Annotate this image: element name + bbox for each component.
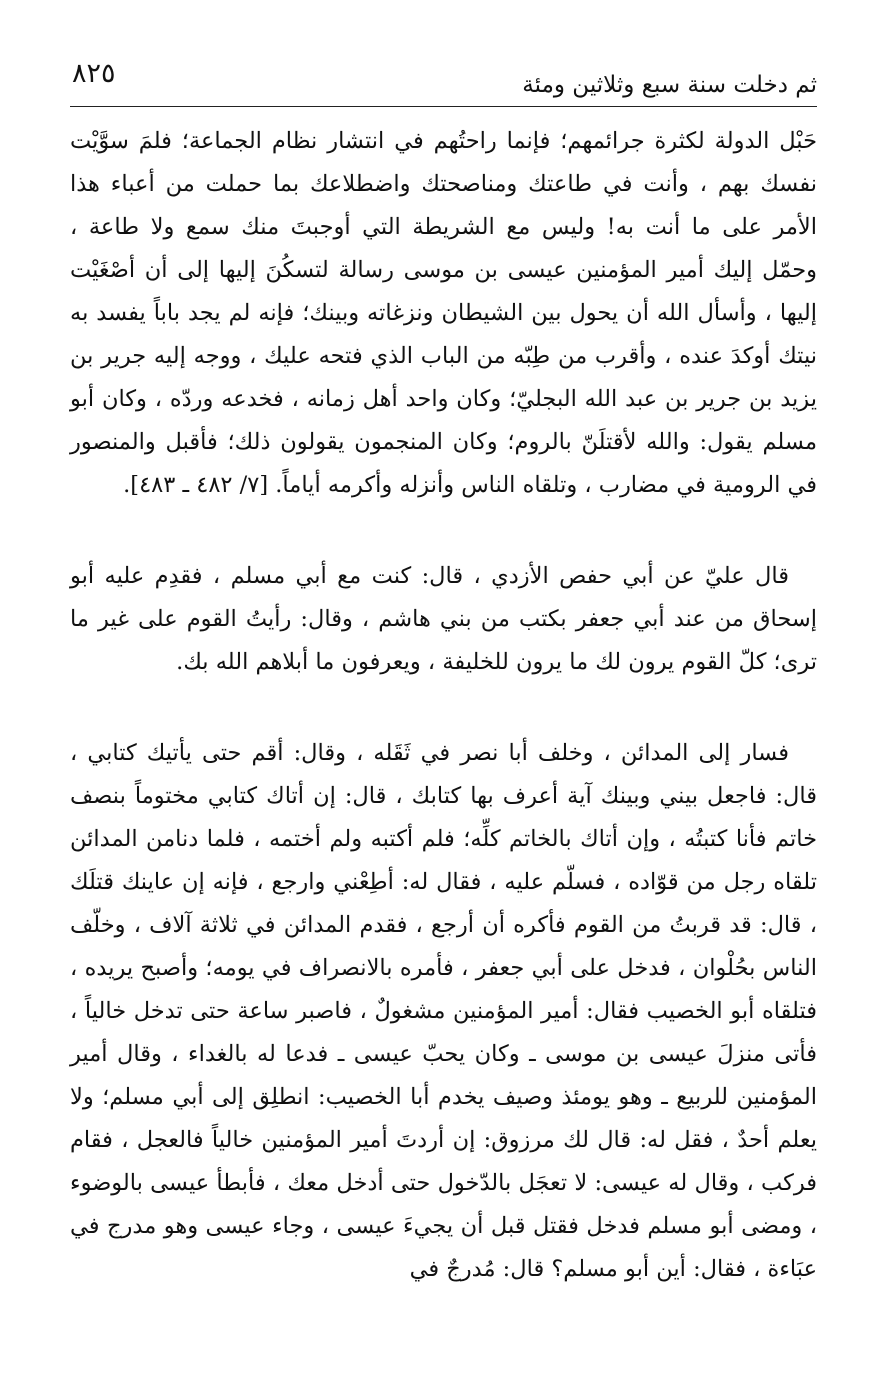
paragraph-3: فسار إلى المدائن ، وخلف أبا نصر في ثَقَله ، وقال: أقم حتى يأتيك كتابي ، قال: فاجعل بيني وبينك آية أعرف بها كتابك ، قال: إن أتاك كتابي مختوماً بنصف خاتم فأنا كتبتُه ، وإن أتاك بالخاتم كلِّه؛ فلم أكتبه ولم أختمه ، فلما دنامن المدائن تلقاه رجل من قوّاده ، فسلّم عليه ، فقال له: أطِعْني وارجع ، فإنه إن عاينك قتلَك ، قال: قد قربتُ من القوم فأكره أن أرجع ، فقدم المدائن في ثلاثة آلاف ، وخلّف الناس بحُلْوان ، فدخل على أبي جعفر ، فأمره بالانصراف في يومه؛ وأصبح يريده ، فتلقاه أبو الخصيب فقال: أمير المؤمنين مشغولٌ ، فاصبر ساعة حتى تدخل خالياً ، فأتى منزلَ عيسى بن موسى ـ وكان يحبّ عيسى ـ فدعا له بالغداء ، وقال أمير المؤمنين للربيع ـ وهو يومئذ وصيف يخدم أبا الخصيب: انطلِق إلى أبي مسلم؛ ولا يعلم أحدٌ ، فقل له: قال لك مرزوق: إن أردتَ أمير المؤمنين خالياً فالعجل ، فقام فركب ، وقال له عيسى: لا تعجَل بالدّخول حتى أدخل معك ، فأبطأ عيسى بالوضوء ، ومضى أبو مسلم فدخل فقتل قبل أن يجيءَ عيسى ، وجاء عيسى وهو مدرج في عبَاءة ، فقال: أين أبو مسلم؟ قال: مُدرجٌ في <box>70 740 817 1282</box>
paragraph-2: قال عليّ عن أبي حفص الأزدي ، قال: كنت مع أبي مسلم ، فقدِم عليه أبو إسحاق من عند أبي جعفر بكتب من بني هاشم ، وقال: رأيتُ القوم على غير ما ترى؛ كلّ القوم يرون لك ما يرون للخليفة ، ويعرفون ما أبلاهم الله بك. <box>70 563 817 675</box>
page-header <box>70 58 817 107</box>
citation: [٧/ ٤٨٢ ـ ٤٨٣]. <box>123 472 269 498</box>
page-number: ٨٢٥ <box>72 58 116 89</box>
running-title: ثم دخلت سنة سبع وثلاثين ومئة <box>522 72 817 98</box>
body-text <box>70 120 817 1291</box>
paragraph-1-text: حَبْل الدولة لكثرة جرائمهم؛ فإنما راحتُهم في انتشار نظام الجماعة؛ فلمَ سوَّيْت نفسك بهم ، وأنت في طاعتك ومناصحتك واضطلاعك بما حملت من أعباء هذا الأمر على ما أنت به! وليس مع الشريطة التي أوجبتَ منك سمع ولا طاعة ، وحمّل إليك أمير المؤمنين عيسى بن موسى رسالة لتسكُنَ إليها إلى أن أصْغَيْت إليها ، وأسأل الله أن يحول بين الشيطان ونزغاته وبينك؛ فإنه لم يجد باباً يفسد به نيتك أوكدَ عنده ، وأقرب من طِبّه من الباب الذي فتحه عليك ، ووجه إليه جرير بن يزيد بن جرير بن عبد الله البجليّ؛ وكان واحد أهل زمانه ، فخدعه وردّه ، وكان أبو مسلم يقول: والله لأقتلَنّ بالروم؛ وكان المنجمون يقولون ذلك؛ فأقبل والمنصور في الرومية في مضارب ، وتلقاه الناس وأنزله وأكرمه أياماً. <box>70 128 817 498</box>
paragraph-1 <box>70 120 817 507</box>
